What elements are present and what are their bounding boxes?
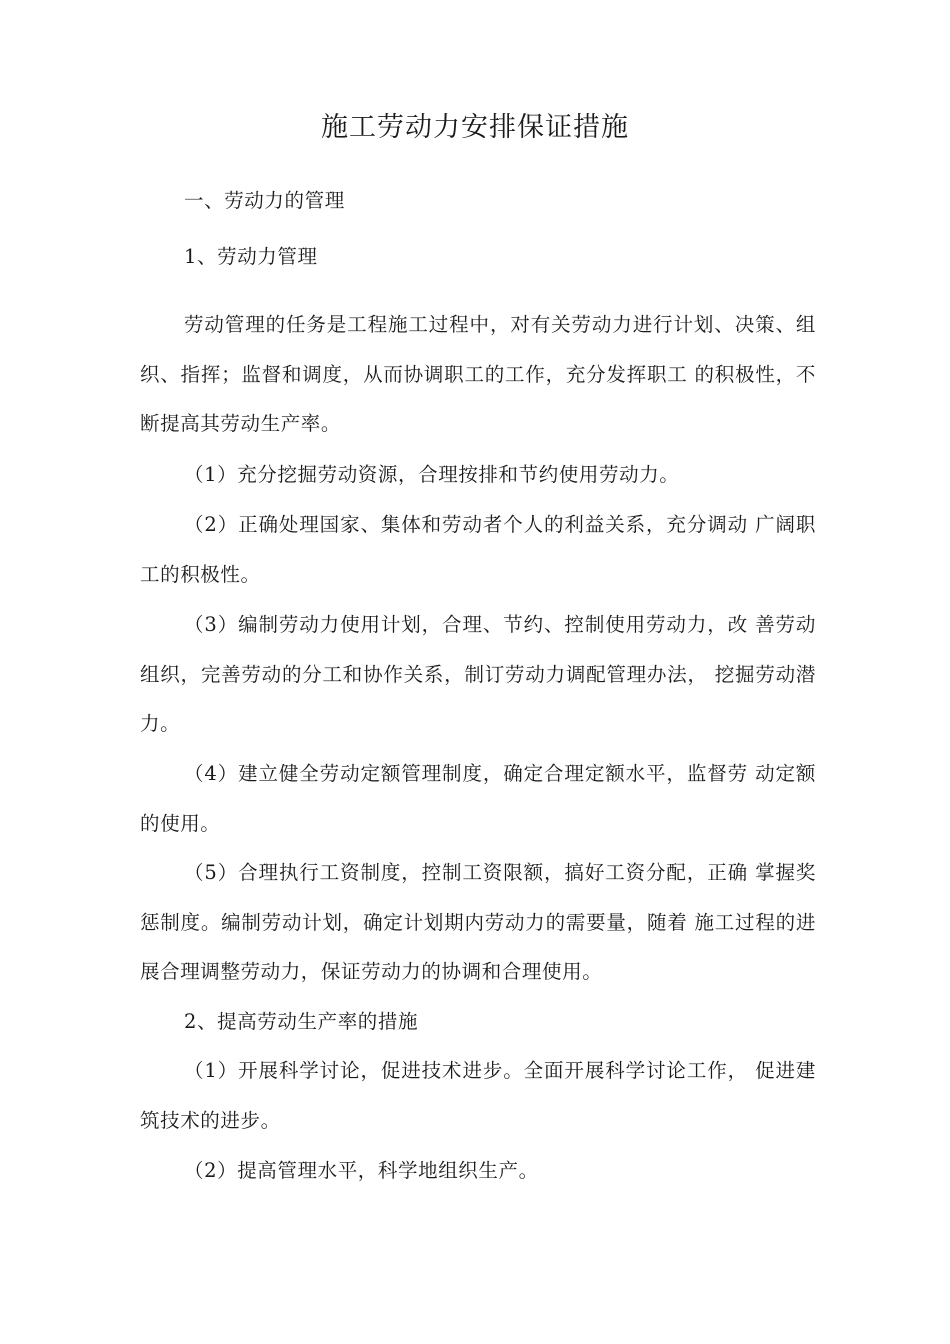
section-heading-labor-management: 一、劳动力的管理	[184, 189, 345, 212]
list-item-1-5: （5）合理执行工资制度，控制工资限额，搞好工资分配，正确 掌握奖惩制度。编制劳动计划，确定计划期内劳动力的需要量，随着 施工过程的进展合理调整劳动力，保证劳动力的协调和合理使用。	[140, 861, 816, 983]
paragraph-intro: 劳动管理的任务是工程施工过程中，对有关劳动力进行计划、决策、组织、指挥；监督和调度，从而协调职工的工作，充分发挥职工 的积极性，不断提高其劳动生产率。	[140, 313, 816, 435]
list-item-1-3: （3）编制劳动力使用计划，合理、节约、控制使用劳动力，改 善劳动组织，完善劳动的分工和协作关系，制订劳动力调配管理办法， 挖掘劳动潜力。	[140, 613, 816, 735]
subsection-heading-productivity: 2、提高劳动生产率的措施	[184, 1010, 419, 1033]
document-title: 施工劳动力安排保证措施	[321, 112, 629, 143]
list-item-2-2: （2）提高管理水平，科学地组织生产。	[184, 1159, 539, 1182]
list-item-2-1: （1）开展科学讨论，促进技术进步。全面开展科学讨论工作， 促进建筑技术的进步。	[140, 1059, 816, 1132]
list-item-1-2: （2）正确处理国家、集体和劳动者个人的利益关系，充分调动 广阔职工的积极性。	[140, 513, 816, 586]
subsection-heading-labor-management: 1、劳动力管理	[184, 245, 318, 268]
list-item-1-1: （1）充分挖掘劳动资源，合理按排和节约使用劳动力。	[184, 463, 680, 486]
list-item-1-4: （4）建立健全劳动定额管理制度，确定合理定额水平，监督劳 动定额的使用。	[140, 762, 816, 835]
